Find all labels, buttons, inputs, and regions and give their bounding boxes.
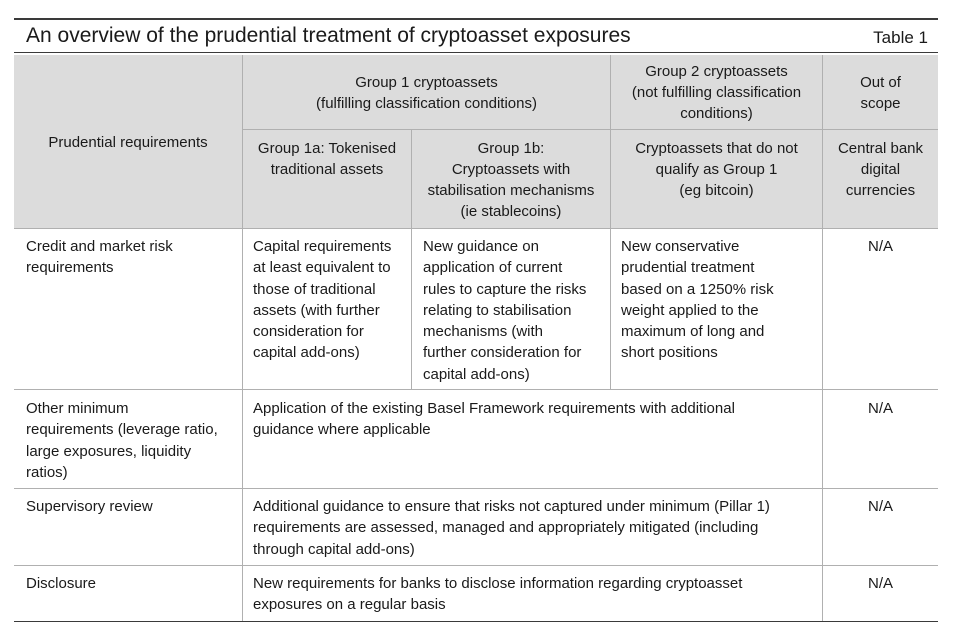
header-group1a-line: Group 1a: Tokenised [257,140,397,157]
divider [822,55,823,621]
table-title: An overview of the prudential treatment of cryptoasset exposures [26,24,631,47]
cell-line: application of current [423,259,563,277]
row-other-merged [253,398,818,441]
header-group2-sub [611,130,822,228]
header-group1b-line: Cryptoassets with [451,161,571,178]
row-supervisory-requirement [26,496,240,517]
divider [14,389,938,390]
divider [14,228,938,229]
cell-line: short positions [621,344,718,362]
header-group2-sub-line: (eg bitcoin) [679,182,754,199]
cell-line: Application of the existing Basel Framework requirements with additional [253,400,735,417]
table-bottom-rule [14,621,938,622]
row-disclosure-oos: N/A [867,575,893,592]
cell-line: requirements are assessed, managed and appropriately mitigated (including [253,519,759,537]
divider [14,565,938,566]
row-credit-requirement [26,236,238,279]
row-supervisory-merged [253,496,818,560]
cell-line: New conservative [621,238,740,255]
header-group1b-line: Group 1b: [477,140,545,157]
header-group2 [611,55,822,129]
divider [243,129,938,130]
cell-line: rules to capture the risks [423,280,587,298]
header-group2-line: conditions) [680,105,753,122]
header-oos-line: Out of [860,74,901,91]
cell-line: Capital requirements [253,238,392,255]
header-group2-line: (not fulfilling classification [631,84,802,101]
cell-line: New requirements for banks to disclose information regarding cryptoasset [253,575,743,592]
row-disclosure-requirement [26,573,240,594]
cell-line: Additional guidance to ensure that risks not captured under minimum (Pillar 1) [253,498,770,515]
cell-line: maximum of long and [621,323,765,341]
row-credit-group1a [253,236,408,364]
cell-line: at least equivalent to [253,259,391,277]
requirement-line: Supervisory review [26,498,153,515]
cell-line: based on a 1250% risk [621,280,774,298]
requirement-line: large exposures, liquidity [26,442,192,460]
row-credit-group1b [423,236,608,385]
header-oos-sub-line: Central bank [837,140,924,157]
header-group1 [243,55,610,129]
divider [411,129,412,389]
cell-line: New guidance on [423,238,539,255]
row-supervisory-oos: N/A [867,498,893,515]
row-disclosure-merged [253,573,818,616]
header-group2-line: Group 2 cryptoassets [645,63,788,80]
header-group1b-line: (ie stablecoins) [460,203,562,220]
divider [610,55,611,389]
requirement-line: Credit and market risk [26,238,173,255]
cell-line: mechanisms (with [423,323,544,341]
header-group2-sub-line: qualify as Group 1 [655,161,778,178]
header-oos-sub [823,130,938,228]
cell-line: capital add-ons) [423,365,530,383]
header-oos-sub-line: currencies [845,182,916,199]
cell-line: exposures on a regular basis [253,596,446,614]
cell-line: weight applied to the [621,301,759,319]
row-credit-group2 [621,236,819,364]
cell-line: through capital add-ons) [253,540,415,558]
header-prudential-label: Prudential requirements [48,134,208,151]
requirement-line: ratios) [26,463,68,481]
requirement-line: Disclosure [26,575,97,592]
header-group1b [412,130,610,228]
header-group1-line: (fulfilling classification conditions) [316,95,537,112]
row-other-requirement [26,398,240,483]
cell-line: prudential treatment [621,259,755,277]
header-oos-line: scope [860,95,901,112]
divider [242,55,243,621]
header-group1-line: Group 1 cryptoassets [355,74,498,91]
cell-line: assets (with further [253,301,380,319]
cell-line: relating to stabilisation [423,301,572,319]
cell-line: those of traditional [253,280,376,298]
table-number: Table 1 [873,28,928,47]
divider [14,488,938,489]
requirement-line: Other minimum [26,400,129,417]
requirement-line: requirements (leverage ratio, [26,421,218,439]
row-other-oos: N/A [867,400,893,417]
cell-line: further consideration for [423,344,582,362]
header-prudential [14,55,242,228]
header-group1b-line: stabilisation mechanisms [427,182,595,199]
title-bar [14,18,938,53]
header-group2-sub-line: Cryptoassets that do not [635,140,798,157]
header-group1a-line: traditional assets [270,161,384,178]
requirement-line: requirements [26,259,114,277]
cell-line: consideration for [253,323,364,341]
header-group1a [243,130,411,228]
row-credit-oos: N/A [867,238,893,255]
cell-line: guidance where applicable [253,421,431,439]
header-oos-sub-line: digital [860,161,901,178]
header-out-of-scope [823,55,938,129]
cell-line: capital add-ons) [253,344,360,362]
